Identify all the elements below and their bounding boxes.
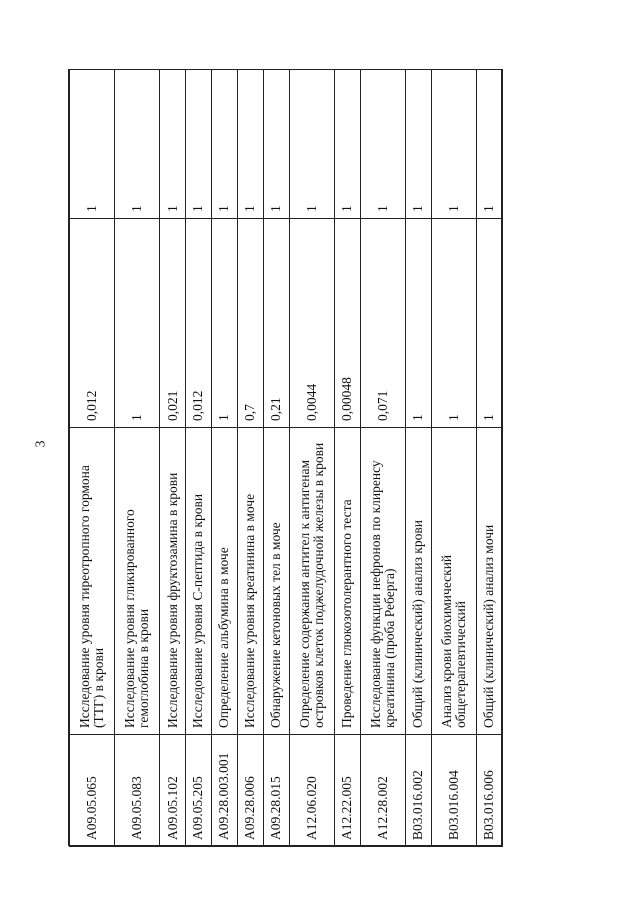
frequency-cell: 1 xyxy=(115,219,160,428)
medical-services-table xyxy=(69,69,503,847)
service-code-cell: A09.05.083 xyxy=(115,735,160,847)
frequency-cell: 0,7 xyxy=(237,219,263,428)
multiplicity-cell: 1 xyxy=(334,70,360,219)
service-name-cell: Исследование уровня тиреотропного гормона (ТТГ) в крови xyxy=(70,428,115,735)
multiplicity-cell: 1 xyxy=(212,70,238,219)
multiplicity-cell: 1 xyxy=(476,70,502,219)
table-row xyxy=(212,70,238,847)
frequency-cell: 0,00048 xyxy=(334,219,360,428)
multiplicity-cell: 1 xyxy=(70,70,115,219)
table-row xyxy=(405,70,431,847)
frequency-cell: 0,021 xyxy=(160,219,186,428)
frequency-cell: 0,0044 xyxy=(289,219,334,428)
service-code-cell: B03.016.004 xyxy=(431,735,476,847)
multiplicity-cell: 1 xyxy=(360,70,405,219)
frequency-cell: 1 xyxy=(476,219,502,428)
frequency-cell: 0,071 xyxy=(360,219,405,428)
service-name-cell: Исследование уровня фруктозамина в крови xyxy=(160,428,186,735)
table-row xyxy=(186,70,212,847)
table-row xyxy=(115,70,160,847)
service-name-cell: Исследование уровня креатинина в моче xyxy=(237,428,263,735)
service-code-cell: A12.28.002 xyxy=(360,735,405,847)
table-row xyxy=(160,70,186,847)
service-code-cell: A12.22.005 xyxy=(334,735,360,847)
services-table-frame xyxy=(68,69,502,846)
service-code-cell: A09.28.015 xyxy=(263,735,289,847)
frequency-cell: 1 xyxy=(431,219,476,428)
service-code-cell: A09.05.205 xyxy=(186,735,212,847)
table-row xyxy=(431,70,476,847)
multiplicity-cell: 1 xyxy=(405,70,431,219)
service-code-cell: A12.06.020 xyxy=(289,735,334,847)
service-name-cell: Обнаружение кетоновых тел в моче xyxy=(263,428,289,735)
multiplicity-cell: 1 xyxy=(289,70,334,219)
table-row xyxy=(476,70,502,847)
frequency-cell: 1 xyxy=(212,219,238,428)
page-number: 3 xyxy=(33,440,49,448)
service-name-cell: Анализ крови биохимический общетерапевтический xyxy=(431,428,476,735)
frequency-cell: 0,012 xyxy=(186,219,212,428)
frequency-cell: 1 xyxy=(405,219,431,428)
table-body xyxy=(70,70,503,847)
frequency-cell: 0,012 xyxy=(70,219,115,428)
table-row xyxy=(263,70,289,847)
rotated-table-container xyxy=(69,70,503,847)
service-name-cell: Определение содержания антител к антигенам островков клеток поджелудочной железы в крови xyxy=(289,428,334,735)
service-code-cell: B03.016.002 xyxy=(405,735,431,847)
table-row xyxy=(334,70,360,847)
multiplicity-cell: 1 xyxy=(186,70,212,219)
service-code-cell: A09.05.102 xyxy=(160,735,186,847)
service-name-cell: Исследование функции нефронов по клиренсу креатинина (проба Реберга) xyxy=(360,428,405,735)
multiplicity-cell: 1 xyxy=(431,70,476,219)
service-code-cell: B03.016.006 xyxy=(476,735,502,847)
service-code-cell: A09.28.006 xyxy=(237,735,263,847)
service-name-cell: Общий (клинический) анализ мочи xyxy=(476,428,502,735)
multiplicity-cell: 1 xyxy=(160,70,186,219)
service-code-cell: A09.05.065 xyxy=(70,735,115,847)
multiplicity-cell: 1 xyxy=(237,70,263,219)
service-name-cell: Общий (клинический) анализ крови xyxy=(405,428,431,735)
frequency-cell: 0,21 xyxy=(263,219,289,428)
multiplicity-cell: 1 xyxy=(115,70,160,219)
service-code-cell: A09.28.003.001 xyxy=(212,735,238,847)
service-name-cell: Определение альбумина в моче xyxy=(212,428,238,735)
service-name-cell: Исследование уровня гликированного гемоглобина в крови xyxy=(115,428,160,735)
table-row xyxy=(289,70,334,847)
table-row xyxy=(360,70,405,847)
service-name-cell: Исследование уровня С-пептида в крови xyxy=(186,428,212,735)
table-row xyxy=(237,70,263,847)
multiplicity-cell: 1 xyxy=(263,70,289,219)
service-name-cell: Проведение глюкозотолерантного теста xyxy=(334,428,360,735)
table-row xyxy=(70,70,115,847)
